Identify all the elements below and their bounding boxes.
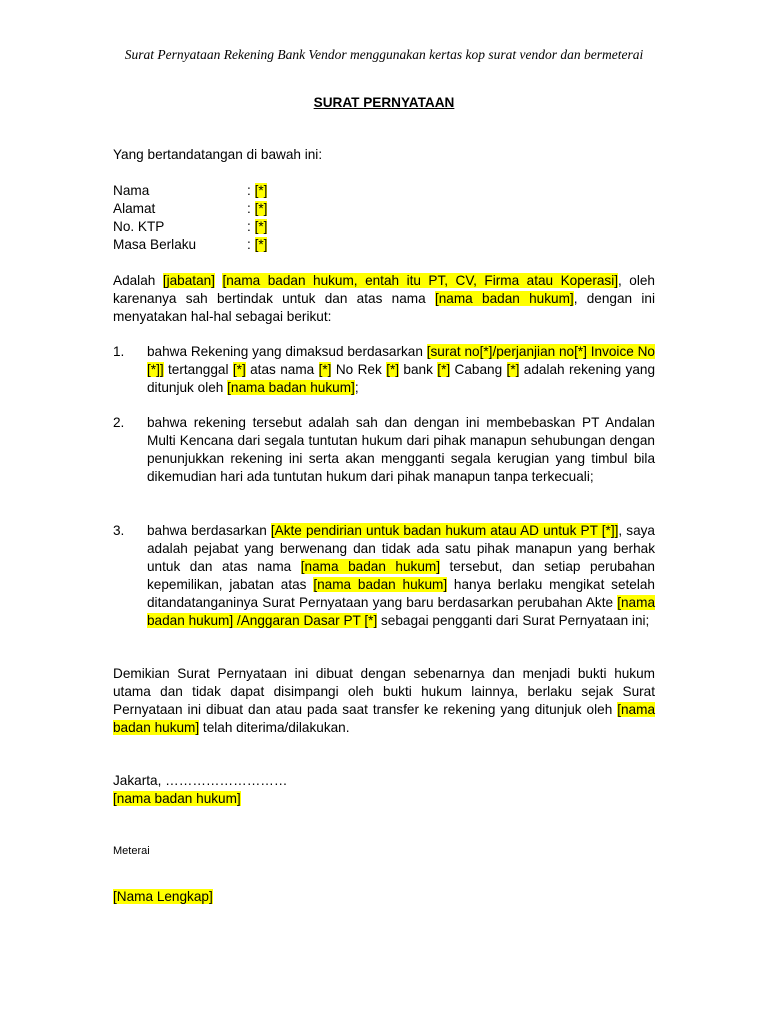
- item-text: bank: [399, 362, 438, 377]
- placeholder-bank: [*]: [437, 362, 451, 377]
- meterai-label: Meterai: [113, 845, 150, 857]
- field-row-nama: [113, 182, 267, 200]
- list-number: 3.: [113, 523, 125, 538]
- field-label: Masa Berlaku: [113, 237, 197, 252]
- list-item-text: [147, 522, 655, 630]
- item-text: adalah rekening yang ditunjuk oleh: [147, 362, 656, 395]
- list-item-text: bahwa rekening tersebut adalah sah dan dengan ini membebaskan PT Andalan Multi Kencana dari segala tuntutan hukum dari pihak manapun sehubungan dengan penunjukkan rekening ini serta akan mengganti segala kerugian yang timbul bila dikemudian hari ada tuntutan hukum dari pihak manapun tanpa terkecuali;: [147, 415, 655, 484]
- placeholder-badan-hukum: [nama badan hukum, entah itu PT, CV, Firma atau Koperasi]: [222, 273, 619, 288]
- field-value: [*]: [254, 201, 268, 216]
- intro-text: Yang bertandatangan di bawah ini:: [113, 147, 323, 162]
- field-separator: :: [247, 183, 255, 198]
- paragraph-text: Adalah: [113, 273, 163, 288]
- item-text: bahwa berdasarkan: [147, 523, 271, 538]
- placeholder-jabatan: [jabatan]: [162, 273, 215, 288]
- paragraph-text: , oleh karenanya sah bertindak untuk dan atas nama: [113, 273, 655, 306]
- field-value: [*]: [254, 219, 268, 234]
- item-text: sebagai pengganti dari Surat Pernyataan ini;: [377, 613, 650, 628]
- placeholder-surat: [surat no[*]/perjanjian no[*] Invoice No [*]]: [147, 344, 655, 377]
- list-item-2: [113, 414, 655, 486]
- placeholder-nama-lengkap: [Nama Lengkap]: [113, 889, 213, 904]
- placeholder-badan-hukum: [nama badan hukum]: [313, 577, 448, 592]
- opening-paragraph: [113, 272, 655, 326]
- placeholder-cabang: [*]: [506, 362, 520, 377]
- list-item-1: [113, 343, 655, 397]
- paragraph-text: Demikian Surat Pernyataan ini dibuat dengan sebenarnya dan menjadi bukti hukum utama dan tidak dapat disimpangi oleh bukti hukum lainnya, berlaku sejak Surat Pernyataan ini dibuat dan atau pada saat transfer ke rekening yang ditunjuk oleh: [113, 666, 655, 717]
- list-item-3: [113, 522, 655, 630]
- item-text: bahwa Rekening yang dimaksud berdasarkan: [147, 344, 427, 359]
- paragraph-text: , dengan ini menyatakan hal-hal sebagai berikut:: [113, 291, 655, 324]
- closing-paragraph: [113, 665, 655, 737]
- signer-name: [113, 888, 655, 906]
- place-date: Jakarta, ………………………: [113, 773, 288, 788]
- identity-fields: [113, 182, 267, 254]
- item-text: Cabang: [450, 362, 507, 377]
- paragraph-text: telah diterima/dilakukan.: [199, 720, 350, 735]
- item-text: tertanggal: [163, 362, 233, 377]
- list-number: 2.: [113, 415, 125, 430]
- page-title: SURAT PERNYATAAN: [313, 95, 455, 110]
- placeholder-anggaran-dasar: [nama badan hukum] /Anggaran Dasar PT [*]: [147, 595, 655, 628]
- item-text: hanya berlaku mengikat setelah ditandatanganinya Surat Pernyataan yang baru berdasarkan perubahan Akte: [147, 577, 655, 610]
- placeholder-badan-hukum: [nama badan hukum]: [113, 791, 241, 806]
- list-number: 1.: [113, 344, 125, 359]
- placeholder-akte: [Akte pendirian untuk badan hukum atau AD untuk PT [*]]: [270, 523, 619, 538]
- field-value: [*]: [254, 183, 268, 198]
- field-row-masa-berlaku: [113, 236, 267, 254]
- item-text: , saya adalah pejabat yang berwenang dan tidak ada satu pihak manapun yang berhak untuk dan atas nama: [147, 523, 655, 574]
- field-label: No. KTP: [113, 219, 165, 234]
- field-separator: :: [247, 237, 255, 252]
- field-label: Nama: [113, 183, 150, 198]
- item-text: No Rek: [331, 362, 387, 377]
- field-separator: :: [247, 219, 255, 234]
- item-text: atas nama: [245, 362, 319, 377]
- placeholder-badan-hukum: [nama badan hukum]: [300, 559, 440, 574]
- placeholder-badan-hukum: [nama badan hukum]: [434, 291, 574, 306]
- placeholder-badan-hukum: [nama badan hukum]: [113, 702, 655, 735]
- placeholder-tanggal: [*]: [232, 362, 246, 377]
- field-separator: :: [247, 201, 255, 216]
- placeholder-atas-nama: [*]: [318, 362, 332, 377]
- placeholder-no-rek: [*]: [386, 362, 400, 377]
- item-text: ;: [354, 380, 359, 395]
- field-label: Alamat: [113, 201, 156, 216]
- field-row-alamat: [113, 200, 267, 218]
- field-value: [*]: [254, 237, 268, 252]
- item-text: tersebut, dan setiap perubahan kepemilikan, jabatan atas: [147, 559, 655, 592]
- field-row-no-ktp: [113, 218, 267, 236]
- placeholder-badan-hukum: [nama badan hukum]: [227, 380, 355, 395]
- header-note: Surat Pernyataan Rekening Bank Vendor menggunakan kertas kop surat vendor dan bermeterai: [124, 47, 644, 62]
- company-name: [113, 790, 655, 808]
- list-item-text: [147, 343, 655, 397]
